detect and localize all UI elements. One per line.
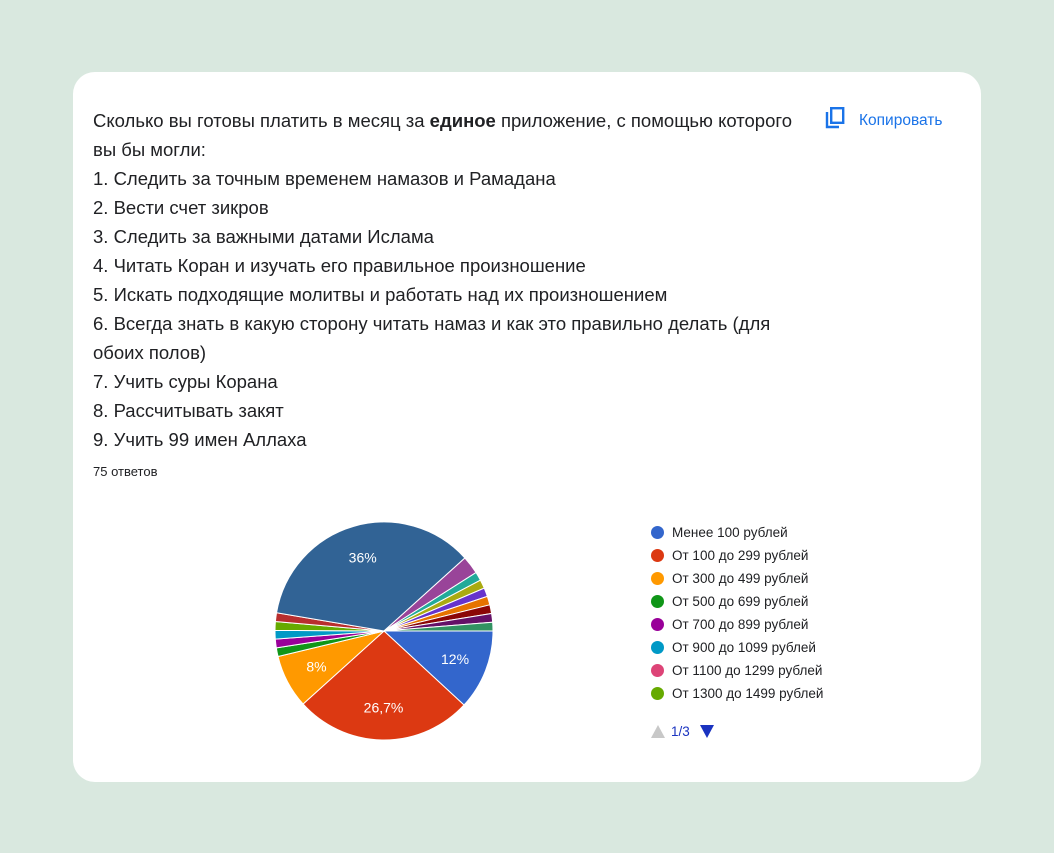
legend-label: От 500 до 699 рублей [672, 594, 809, 609]
copy-button[interactable] [823, 106, 942, 135]
legend-swatch [651, 595, 664, 608]
question-bold-word: единое [429, 110, 496, 131]
legend-swatch [651, 549, 664, 562]
question-item: 4. Читать Коран и изучать его правильное произношение [93, 255, 586, 276]
slice-label: 26,7% [363, 699, 404, 716]
legend-item [651, 567, 823, 590]
legend-item [651, 682, 823, 705]
legend-label: Менее 100 рублей [672, 525, 788, 540]
chart-legend [651, 521, 823, 705]
response-count: 75 ответов [93, 464, 158, 479]
question-item: 2. Вести счет зикров [93, 197, 269, 218]
legend-swatch [651, 572, 664, 585]
legend-swatch [651, 641, 664, 654]
legend-label: От 700 до 899 рублей [672, 617, 809, 632]
question-text [93, 106, 813, 454]
pie-svg [273, 520, 495, 742]
legend-swatch [651, 687, 664, 700]
legend-item [651, 544, 823, 567]
legend-pager [651, 724, 714, 739]
legend-item [651, 636, 823, 659]
legend-swatch [651, 664, 664, 677]
question-item: 7. Учить суры Корана [93, 371, 278, 392]
pie-chart [273, 520, 495, 742]
legend-label: От 1100 до 1299 рублей [672, 663, 823, 678]
legend-item [651, 590, 823, 613]
legend-item [651, 521, 823, 544]
next-page-button[interactable] [700, 725, 714, 738]
results-card [73, 72, 981, 782]
slice-label: 36% [348, 549, 377, 566]
legend-item [651, 659, 823, 682]
legend-swatch [651, 618, 664, 631]
question-item: 6. Всегда знать в какую сторону читать намаз и как это правильно делать (для обоих полов) [93, 313, 771, 363]
slice-label: 12% [441, 650, 470, 667]
legend-swatch [651, 526, 664, 539]
legend-label: От 900 до 1099 рублей [672, 640, 816, 655]
legend-label: От 300 до 499 рублей [672, 571, 809, 586]
copy-label: Копировать [859, 111, 943, 129]
slice-label: 8% [306, 658, 327, 675]
question-heading: Сколько вы готовы платить в месяц за единое приложение, с помощью которого вы бы могли: [93, 110, 793, 160]
legend-label: От 1300 до 1499 рублей [672, 686, 824, 701]
legend-label: От 100 до 299 рублей [672, 548, 809, 563]
question-item: 8. Рассчитывать закят [93, 400, 284, 421]
question-item: 5. Искать подходящие молитвы и работать над их произношением [93, 284, 668, 305]
question-item: 9. Учить 99 имен Аллаха [93, 429, 307, 450]
pager-text: 1/3 [671, 724, 690, 739]
question-item: 3. Следить за важными датами Ислама [93, 226, 434, 247]
legend-item [651, 613, 823, 636]
question-item: 1. Следить за точным временем намазов и Рамадана [93, 168, 556, 189]
previous-page-icon [651, 725, 665, 738]
copy-icon [823, 106, 847, 135]
